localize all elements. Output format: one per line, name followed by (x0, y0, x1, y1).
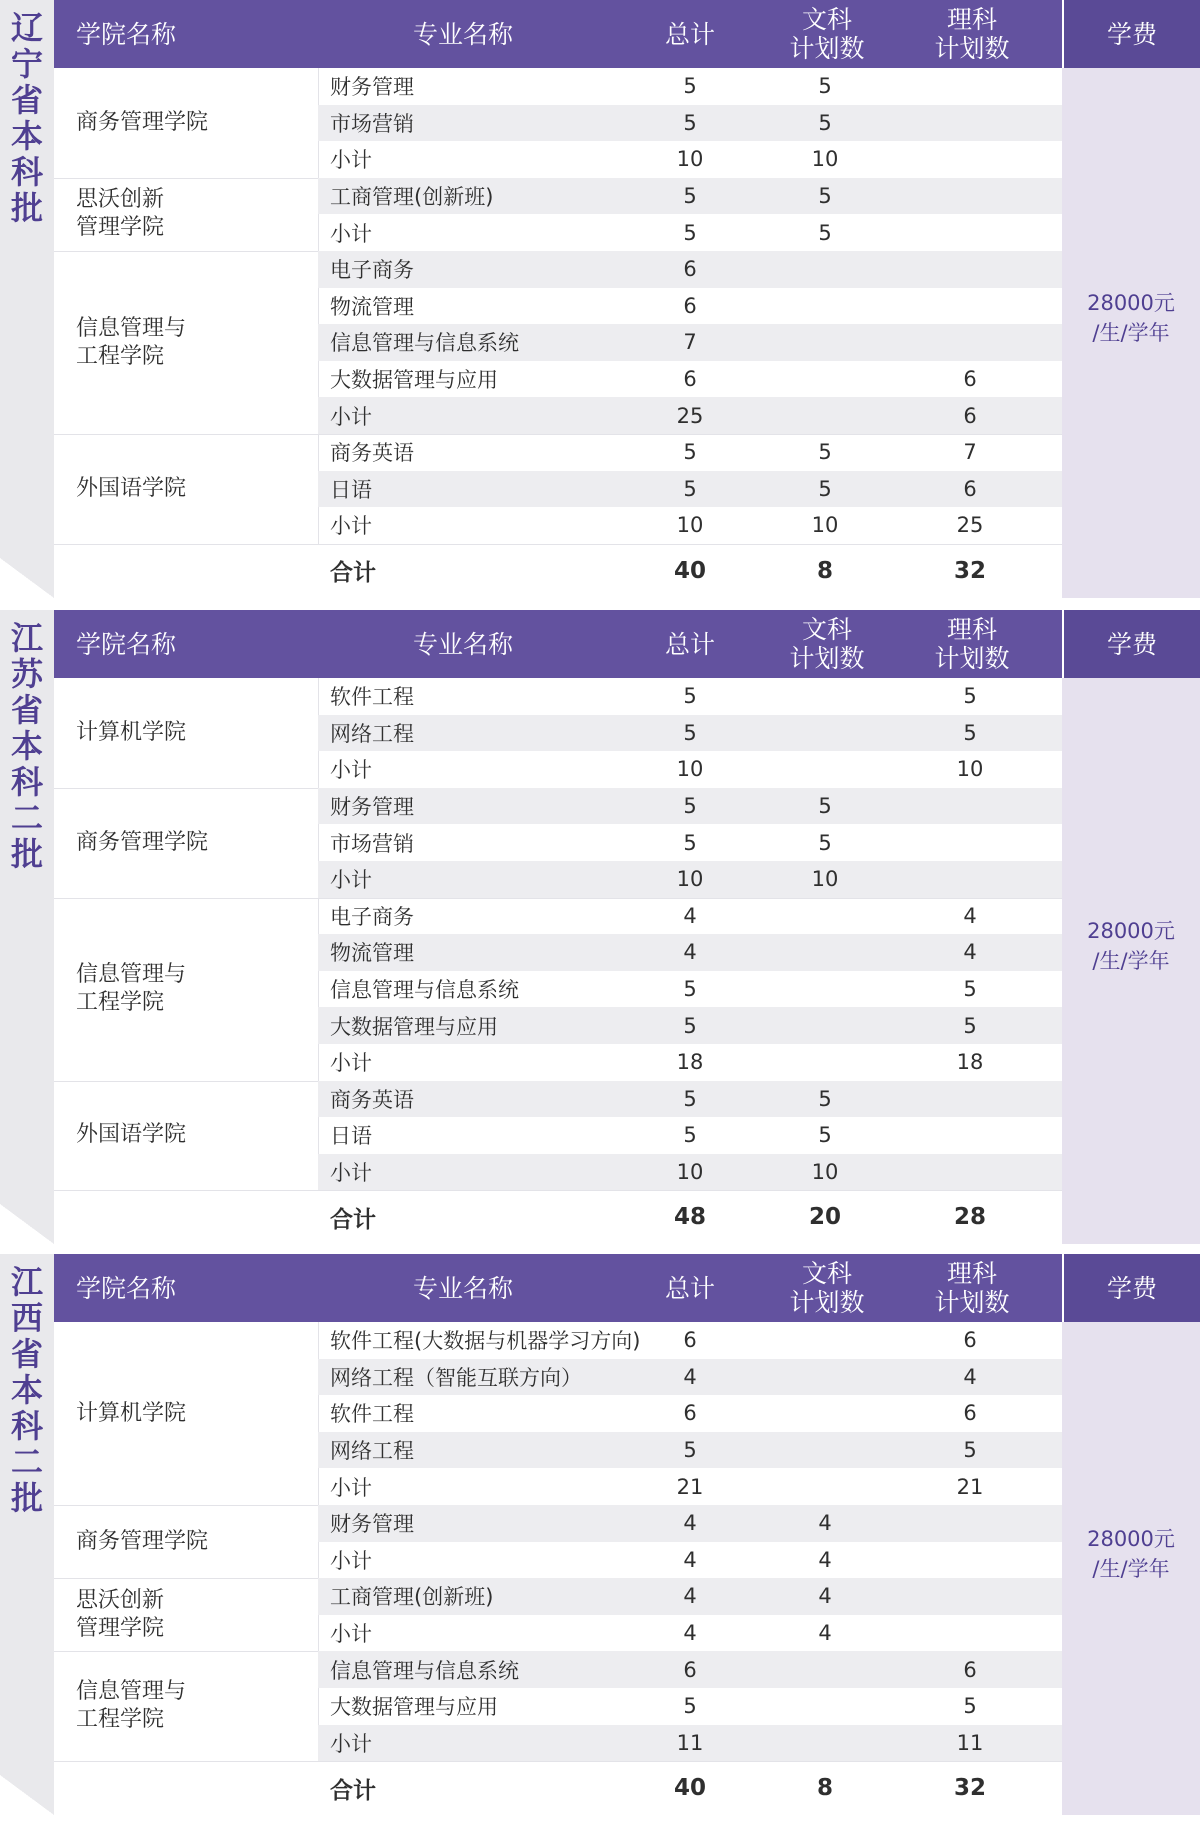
sum-label: 合计 (330, 560, 376, 587)
li-count: 21 (956, 1474, 984, 1499)
li-count (920, 288, 1020, 325)
total-count: 5 (683, 476, 697, 501)
college-name: 外国语学院 (76, 475, 187, 501)
province-side-label (0, 610, 54, 1204)
wen-count (775, 251, 875, 288)
wen-count: 5 (818, 110, 832, 135)
total-count: 4 (683, 940, 697, 965)
college-name: 商务管理学院 (76, 1528, 209, 1554)
li-count (920, 1578, 1020, 1615)
li-count (920, 1505, 1020, 1542)
total-count: 6 (683, 367, 697, 392)
sum-li: 28 (953, 1204, 986, 1231)
wen-count (775, 1651, 875, 1688)
li-count (920, 1081, 1020, 1118)
total-count: 5 (683, 1013, 697, 1038)
wen-count (775, 1007, 875, 1044)
header-major: 专业名称 (318, 1254, 608, 1322)
total-count: 5 (683, 184, 697, 209)
major-name: 工商管理(创新班) (330, 185, 494, 210)
province-section (0, 610, 1200, 1244)
major-name: 软件工程 (330, 1402, 414, 1427)
wen-count: 5 (818, 1086, 832, 1111)
major-name: 小计 (330, 404, 372, 429)
wen-count (775, 288, 875, 325)
total-count: 4 (683, 1511, 697, 1536)
li-count: 5 (963, 720, 977, 745)
wen-count: 5 (818, 440, 832, 465)
total-count: 4 (683, 1584, 697, 1609)
major-name: 小计 (330, 148, 372, 173)
wen-count (775, 715, 875, 752)
total-count: 6 (683, 257, 697, 282)
province-section (0, 1254, 1200, 1815)
total-count: 11 (676, 1730, 704, 1755)
major-name: 信息管理与信息系统 (330, 331, 519, 356)
fee-value: 28000元 /生/学年 (1087, 919, 1175, 974)
wen-count: 4 (818, 1547, 832, 1572)
major-name: 小计 (330, 1161, 372, 1186)
major-name: 网络工程 (330, 1439, 414, 1464)
major-name: 大数据管理与应用 (330, 1695, 498, 1720)
major-name: 小计 (330, 1731, 372, 1756)
li-count: 4 (963, 940, 977, 965)
wen-count: 10 (811, 1160, 839, 1185)
sum-label: 合计 (330, 1206, 376, 1233)
wen-count: 5 (818, 74, 832, 99)
li-count: 25 (956, 513, 984, 538)
sum-wen: 8 (816, 1775, 833, 1802)
li-count (920, 1117, 1020, 1154)
wen-count: 10 (811, 867, 839, 892)
li-count (920, 324, 1020, 361)
total-count: 21 (676, 1474, 704, 1499)
header-wen-plan: 文科 计划数 (772, 1254, 882, 1322)
major-name: 小计 (330, 1475, 372, 1500)
side-fold-corner (0, 1204, 54, 1244)
sum-total: 40 (673, 557, 706, 584)
province-side-label (0, 1254, 54, 1775)
sum-label: 合计 (330, 1777, 376, 1804)
major-name: 物流管理 (330, 941, 414, 966)
major-name: 网络工程（智能互联方向） (330, 1365, 582, 1390)
sum-wen: 20 (808, 1204, 841, 1231)
li-count: 6 (963, 476, 977, 501)
total-count: 5 (683, 977, 697, 1002)
sum-li: 32 (953, 557, 986, 584)
major-name: 财务管理 (330, 75, 414, 100)
wen-count (775, 1688, 875, 1725)
li-count: 5 (963, 977, 977, 1002)
li-count: 4 (963, 1364, 977, 1389)
total-count: 5 (683, 1123, 697, 1148)
major-name: 小计 (330, 514, 372, 539)
major-name: 小计 (330, 1051, 372, 1076)
li-count: 5 (963, 1694, 977, 1719)
total-count: 10 (676, 513, 704, 538)
total-count: 5 (683, 110, 697, 135)
li-count: 4 (963, 903, 977, 928)
total-count: 25 (676, 403, 704, 428)
wen-count: 5 (818, 794, 832, 819)
wen-count (775, 397, 875, 434)
province-name: 江苏省本科二批 (10, 619, 43, 873)
wen-count: 5 (818, 830, 832, 855)
college-name: 商务管理学院 (76, 829, 209, 855)
major-name: 财务管理 (330, 1512, 414, 1537)
li-count: 6 (963, 1401, 977, 1426)
wen-count: 4 (818, 1621, 832, 1646)
li-count (920, 861, 1020, 898)
total-count: 5 (683, 1438, 697, 1463)
major-name: 信息管理与信息系统 (330, 978, 519, 1003)
wen-count (775, 678, 875, 715)
total-count: 6 (683, 1401, 697, 1426)
total-count: 10 (676, 757, 704, 782)
province-section (0, 0, 1200, 598)
wen-count (775, 324, 875, 361)
wen-count (775, 1395, 875, 1432)
major-name: 小计 (330, 1622, 372, 1647)
college-name: 思沃创新 管理学院 (76, 187, 165, 241)
wen-count: 10 (811, 147, 839, 172)
li-count: 6 (963, 367, 977, 392)
major-name: 财务管理 (330, 795, 414, 820)
fee-value: 28000元 /生/学年 (1087, 1526, 1175, 1581)
wen-count (775, 1044, 875, 1081)
wen-count (775, 1432, 875, 1469)
li-count (920, 141, 1020, 178)
li-count (920, 1615, 1020, 1652)
sum-li: 32 (953, 1775, 986, 1802)
total-count: 5 (683, 1694, 697, 1719)
li-count: 6 (963, 403, 977, 428)
major-name: 软件工程(大数据与机器学习方向) (330, 1329, 641, 1354)
side-fold-corner (0, 558, 54, 598)
wen-count (775, 1468, 875, 1505)
total-count: 10 (676, 147, 704, 172)
total-count: 5 (683, 684, 697, 709)
total-count: 18 (676, 1050, 704, 1075)
sum-wen: 8 (816, 557, 833, 584)
wen-count: 10 (811, 513, 839, 538)
li-count: 11 (956, 1730, 984, 1755)
major-name: 市场营销 (330, 831, 414, 856)
major-name: 商务英语 (330, 441, 414, 466)
header-fee: 学费 (1064, 1254, 1200, 1322)
major-name: 小计 (330, 221, 372, 246)
li-count (920, 105, 1020, 142)
college-name: 计算机学院 (76, 719, 187, 745)
total-count: 5 (683, 720, 697, 745)
major-name: 大数据管理与应用 (330, 1014, 498, 1039)
wen-count: 5 (818, 184, 832, 209)
total-count: 4 (683, 1621, 697, 1646)
li-count: 5 (963, 1438, 977, 1463)
header-college: 学院名称 (54, 0, 318, 68)
total-count: 5 (683, 74, 697, 99)
header-li-plan: 理科 计划数 (882, 610, 1062, 678)
college-name: 思沃创新 管理学院 (76, 1587, 165, 1641)
total-count: 5 (683, 794, 697, 819)
wen-count (775, 898, 875, 935)
li-count: 5 (963, 1013, 977, 1038)
header-total: 总计 (608, 610, 772, 678)
total-count: 10 (676, 1160, 704, 1185)
wen-count (775, 361, 875, 398)
province-name: 江西省本科二批 (10, 1263, 43, 1517)
college-name: 商务管理学院 (76, 109, 209, 135)
li-count (920, 178, 1020, 215)
li-count (920, 788, 1020, 825)
header-college: 学院名称 (54, 610, 318, 678)
total-count: 5 (683, 830, 697, 855)
li-count (920, 1542, 1020, 1579)
major-name: 大数据管理与应用 (330, 368, 498, 393)
total-count: 4 (683, 1364, 697, 1389)
li-count: 5 (963, 684, 977, 709)
wen-count (775, 971, 875, 1008)
header-total: 总计 (608, 0, 772, 68)
side-fold-corner (0, 1775, 54, 1815)
wen-count (775, 751, 875, 788)
wen-count: 5 (818, 220, 832, 245)
li-count (920, 1154, 1020, 1191)
header-total: 总计 (608, 1254, 772, 1322)
wen-count: 5 (818, 1123, 832, 1148)
wen-count: 4 (818, 1511, 832, 1536)
wen-count (775, 934, 875, 971)
li-count: 6 (963, 1328, 977, 1353)
college-name: 外国语学院 (76, 1122, 187, 1148)
total-count: 6 (683, 293, 697, 318)
wen-count (775, 1725, 875, 1762)
header-fee: 学费 (1064, 0, 1200, 68)
major-name: 商务英语 (330, 1087, 414, 1112)
total-count: 6 (683, 1657, 697, 1682)
header-wen-plan: 文科 计划数 (772, 0, 882, 68)
total-count: 7 (683, 330, 697, 355)
province-side-label (0, 0, 54, 558)
major-name: 网络工程 (330, 721, 414, 746)
total-count: 10 (676, 867, 704, 892)
major-name: 电子商务 (330, 258, 414, 283)
college-name: 信息管理与 工程学院 (76, 962, 187, 1016)
li-count: 10 (956, 757, 984, 782)
college-name: 信息管理与 工程学院 (76, 1679, 187, 1733)
college-name: 信息管理与 工程学院 (76, 315, 187, 369)
wen-count (775, 1322, 875, 1359)
total-count: 4 (683, 903, 697, 928)
header-wen-plan: 文科 计划数 (772, 610, 882, 678)
major-name: 小计 (330, 868, 372, 893)
college-name: 计算机学院 (76, 1400, 187, 1426)
li-count: 18 (956, 1050, 984, 1075)
major-name: 工商管理(创新班) (330, 1585, 494, 1610)
header-major: 专业名称 (318, 610, 608, 678)
wen-count (775, 1359, 875, 1396)
fee-value: 28000元 /生/学年 (1087, 290, 1175, 345)
header-fee: 学费 (1064, 610, 1200, 678)
li-count: 6 (963, 1657, 977, 1682)
sum-total: 48 (673, 1204, 706, 1231)
total-count: 5 (683, 1086, 697, 1111)
total-count: 5 (683, 440, 697, 465)
major-name: 电子商务 (330, 904, 414, 929)
li-count (920, 214, 1020, 251)
sum-total: 40 (673, 1775, 706, 1802)
header-li-plan: 理科 计划数 (882, 1254, 1062, 1322)
major-name: 小计 (330, 1548, 372, 1573)
major-name: 日语 (330, 477, 372, 502)
major-name: 日语 (330, 1124, 372, 1149)
wen-count: 4 (818, 1584, 832, 1609)
li-count (920, 251, 1020, 288)
header-college: 学院名称 (54, 1254, 318, 1322)
total-count: 4 (683, 1547, 697, 1572)
total-count: 6 (683, 1328, 697, 1353)
wen-count: 5 (818, 476, 832, 501)
li-count: 7 (963, 440, 977, 465)
major-name: 信息管理与信息系统 (330, 1658, 519, 1683)
header-li-plan: 理科 计划数 (882, 0, 1062, 68)
header-major: 专业名称 (318, 0, 608, 68)
total-count: 5 (683, 220, 697, 245)
li-count (920, 824, 1020, 861)
major-name: 软件工程 (330, 685, 414, 710)
major-name: 小计 (330, 758, 372, 783)
li-count (920, 68, 1020, 105)
major-name: 物流管理 (330, 294, 414, 319)
province-name: 辽宁省本科批 (10, 9, 43, 227)
major-name: 市场营销 (330, 111, 414, 136)
